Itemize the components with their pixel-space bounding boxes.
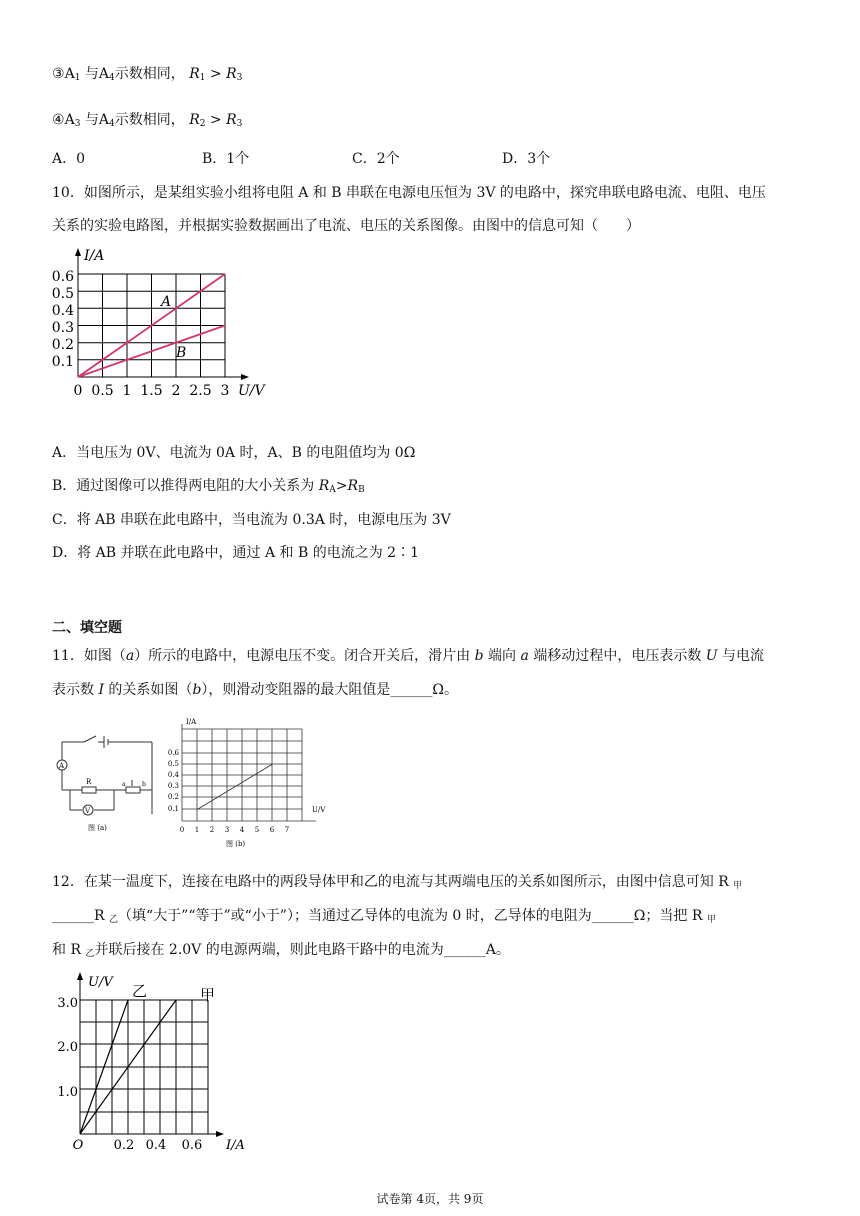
q9-item-4: $④A_3$ 与$A_4$示数相同， $R_2 > R_3$ (52, 112, 243, 129)
q10-ytick: 0.2 (51, 337, 74, 353)
q12-text-line3: 和 R $_乙$并联后接在 2.0V 的电源两端，则此电路干路中的电流为______A。 (52, 942, 510, 959)
q10-option-b: B．通过图像可以推得两电阻的大小关系为 $R_A>R_B$ (52, 478, 365, 495)
terminal-a-label: a (122, 781, 126, 788)
q12-graph (52, 968, 262, 1158)
q11-ytick: 0.1 (167, 805, 179, 813)
q10-xtick: 1 (122, 383, 132, 399)
q11-text-line1: 11．如图（a）所示的电路中，电源电压不变。闭合开关后，滑片由 b 端向 a 端移动过程中，电压表示数 U 与电流 (52, 648, 765, 664)
q12-label-yi: 乙 (132, 982, 148, 1000)
q12-xtick: 0.4 (145, 1138, 167, 1153)
q10-text-line2: 关系的实验电路图，并根据实验数据画出了电流、电压的关系图像。由图中的信息可知（ ） (52, 218, 640, 234)
q10-ytick: 0.4 (51, 303, 74, 319)
ammeter-label: A (59, 762, 65, 770)
q12-ylabel: U/V (88, 975, 113, 990)
q11-ytick: 0.3 (167, 782, 179, 790)
q10-option-a: A．当电压为 0V、电流为 0A 时，A、B 的电阻值均为 0Ω (52, 445, 416, 461)
q10-xtick: 1.5 (140, 383, 163, 399)
q10-ylabel: I/A (84, 248, 105, 264)
q11-ytick: 0.2 (167, 793, 179, 801)
q10-xtick: 0.5 (91, 383, 114, 399)
q11-xtick: 3 (224, 826, 230, 834)
q12-ytick: 1.0 (57, 1085, 78, 1100)
q11-xlabel: U/V (312, 806, 326, 814)
q11-circuit (52, 732, 162, 837)
q9-option-b: B．1个 (202, 151, 250, 167)
q10-option-d: D．将 AB 并联在此电路中，通过 A 和 B 的电流之为 2∶1 (52, 545, 419, 561)
q12-text-line1: 12．在某一温度下，连接在电路中的两段导体甲和乙的电流与其两端电压的关系如图所示，由图中信息可知 R $_甲$ (52, 874, 743, 891)
q11-series (197, 764, 272, 809)
q9-option-d: D．3个 (502, 151, 551, 167)
q11-ylabel: I/A (186, 718, 197, 726)
q9-option-c: C．2个 (352, 151, 400, 167)
q12-xlabel: I/A (226, 1138, 245, 1153)
graph-caption: 图 (b) (226, 840, 246, 848)
q12-text-line2: ______R $_乙$（填“大于”“等于”或“小于”）；当通过乙导体的电流为 0 时，乙导体的电阻为______Ω；当把 R $_甲$ (52, 908, 716, 925)
q11-graph (167, 716, 340, 851)
q11-text-line2: 表示数 I 的关系如图（b），则滑动变阻器的最大阻值是______Ω。 (52, 682, 459, 698)
q10-xtick: 0 (73, 383, 83, 399)
q11-xtick: 7 (284, 826, 290, 834)
q10-xtick: 2.5 (189, 383, 212, 399)
q12-ytick: 3.0 (57, 996, 78, 1011)
q9-option-a: A．0 (52, 151, 86, 167)
q12-xtick: 0.2 (113, 1138, 135, 1153)
q11-xtick: 2 (209, 826, 215, 834)
q12-ytick: 2.0 (57, 1040, 78, 1055)
q11-xtick: 5 (254, 826, 260, 834)
q10-ytick: 0.6 (51, 269, 74, 285)
q11-xtick: 1 (194, 826, 200, 834)
q10-text-line1: 10．如图所示，是某组实验小组将电阻 A 和 B 串联在电源电压恒为 3V 的电路中，探究串联电路电流、电阻、电压 (52, 185, 766, 201)
q10-ytick: 0.3 (51, 320, 74, 336)
q12-origin: O (72, 1138, 84, 1153)
terminal-b-label: b (142, 781, 146, 788)
q11-ytick: 0.4 (167, 771, 179, 779)
circuit-caption: 图 (a) (88, 824, 107, 832)
q10-label-a: A (161, 294, 172, 310)
q10-label-b: B (176, 345, 187, 361)
q11-ytick: 0.5 (167, 760, 179, 768)
q10-xlabel: U/V (238, 383, 265, 399)
section-title: 二、填空题 (52, 620, 122, 636)
page-footer: 试卷第 4页，共 9页 (376, 1192, 484, 1206)
q10-xtick: 2 (171, 383, 181, 399)
q11-ytick: 0.6 (167, 749, 179, 757)
q10-ytick: 0.1 (51, 354, 74, 370)
q9-item-3: $③A_1$ 与$A_4$示数相同， $R_1 > R_3$ (52, 66, 243, 83)
q10-option-c: C．将 AB 串联在此电路中，当电流为 0.3A 时，电源电压为 3V (52, 512, 451, 528)
voltmeter-label: V (85, 807, 91, 815)
q11-xtick: 0 (179, 826, 185, 834)
q12-xtick: 0.6 (181, 1138, 203, 1153)
q11-xtick: 6 (269, 826, 275, 834)
q12-label-jia: 甲 (200, 986, 216, 1004)
q11-xtick: 4 (239, 826, 245, 834)
q10-graph (48, 244, 278, 400)
series-line-0 (197, 764, 272, 809)
resistor-label: R (86, 778, 92, 786)
q10-xtick: 3 (220, 383, 230, 399)
q10-ytick: 0.5 (51, 286, 74, 302)
